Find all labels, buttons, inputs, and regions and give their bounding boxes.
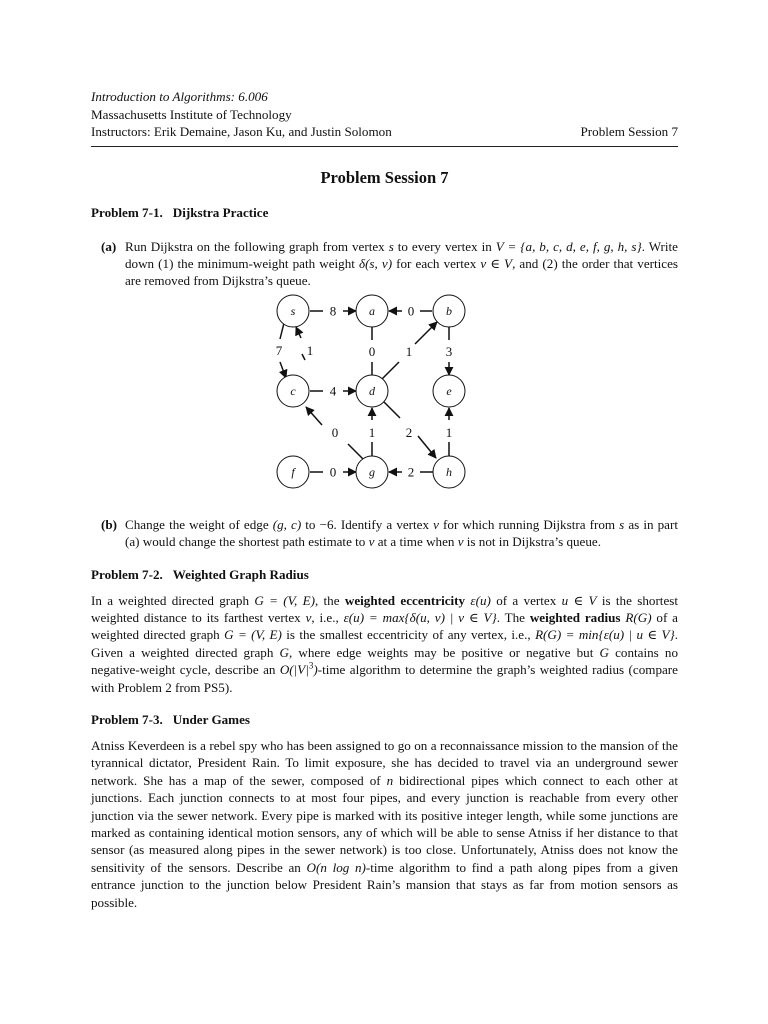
problem-1a — [91, 238, 678, 290]
weight-s-c: 7 — [276, 342, 283, 358]
instructors: Instructors: Erik Demaine, Jason Ku, and Justin Solomon — [91, 124, 392, 139]
edge-s-c-seg1 — [280, 323, 284, 339]
edge-s-c-seg2 — [280, 362, 286, 378]
math: (g, c) — [272, 516, 302, 532]
math: O(n log n) — [306, 859, 366, 875]
math: ε(u) — [465, 592, 491, 608]
edge-c-s-seg2 — [296, 327, 301, 338]
weight-h-e: 1 — [445, 424, 453, 440]
term: weighted eccentricity — [344, 592, 466, 608]
problem-2-number: Problem 7-2. — [91, 566, 163, 582]
text: of a vertex — [490, 592, 562, 608]
weight-s-a: 8 — [329, 303, 337, 319]
text: , i.e., — [311, 609, 344, 625]
math: ) — [313, 662, 318, 678]
math: v — [433, 516, 439, 532]
text: In a weighted directed graph — [91, 592, 255, 608]
math: V = {a, b, c, d, e, f, g, h, s} — [495, 238, 642, 254]
node-a-label: a — [369, 303, 375, 318]
math: G = (V, E) — [254, 592, 315, 608]
math: v — [368, 534, 375, 550]
header-rule — [91, 146, 678, 147]
math: R(G) = min{ε(u) | u ∈ V} — [535, 627, 675, 643]
part-a-label: (a) — [101, 238, 117, 254]
text: Change the weight of edge — [125, 516, 273, 532]
dijkstra-graph — [276, 294, 496, 494]
math: s — [619, 516, 625, 532]
weight-d-h: 2 — [405, 424, 413, 440]
text: for which running Dijkstra from — [438, 516, 620, 532]
problem-3-heading — [91, 711, 678, 729]
course-title: Introduction to Algorithms: 6.006 — [91, 89, 268, 104]
problem-3-body — [91, 737, 678, 911]
graph-figure — [91, 294, 678, 502]
math: O(|V| — [279, 662, 309, 678]
math: v — [457, 534, 464, 550]
problem-1-number: Problem 7-1. — [91, 204, 163, 220]
math: ε(u) = max{δ(u, v) | v ∈ V} — [343, 609, 497, 625]
text: at a time when — [374, 534, 458, 550]
node-g-label: g — [369, 464, 375, 479]
text: . Given a weighted directed graph — [91, 627, 679, 660]
math: s — [388, 238, 394, 254]
node-c-label: c — [290, 383, 296, 398]
text: -time algorithm to determine the graph’s weighted radius (compare with Problem 2 from PS5). — [91, 662, 678, 695]
math: δ(s, v) — [358, 255, 393, 271]
problem-1-heading — [91, 204, 678, 222]
text: is the shortest weighted distance to its farthest vertex — [91, 592, 678, 625]
text: for each vertex — [392, 255, 481, 271]
text: , where edge weights may be positive or negative but — [288, 644, 600, 660]
text: is not in Dijkstra’s queue. — [463, 534, 601, 550]
problem-2-name: Weighted Graph Radius — [172, 566, 309, 582]
header-row — [91, 123, 678, 141]
text: to — [301, 516, 320, 532]
math: v — [305, 609, 312, 625]
math-superscript: 3 — [308, 660, 314, 671]
text: is the smallest eccentricity of any vertex, i.e., — [281, 627, 536, 643]
text: Run Dijkstra on the following graph from vertex — [125, 238, 389, 254]
edge-d-b-seg1 — [382, 362, 399, 379]
math: G — [279, 644, 289, 660]
page-title: Problem Session 7 — [320, 167, 449, 187]
problem-3-name: Under Games — [172, 711, 250, 727]
text: . Identify a vertex — [333, 516, 434, 532]
node-e-label: e — [446, 383, 452, 398]
weight-d-a: 0 — [368, 343, 376, 359]
weight-c-d: 4 — [329, 383, 337, 399]
term: weighted radius — [529, 609, 621, 625]
text: of a weighted directed graph — [91, 609, 678, 643]
problem-3-number: Problem 7-3. — [91, 711, 163, 727]
math: v ∈ V — [480, 255, 513, 271]
node-d-label: d — [369, 383, 375, 398]
math: −6 — [319, 516, 334, 532]
edge-c-s-seg1 — [302, 354, 305, 360]
problem-1-name: Dijkstra Practice — [172, 204, 269, 220]
edge-g-c-seg2 — [306, 407, 322, 425]
node-f-label: f — [291, 464, 295, 479]
text: bidirectional pipes which connect to each other at junctions. Each junction connects to at most four pipes, and every junction is reachable from every other junction via the sewer network. Every pipe is marked with its positive integer length, while some junctions are marked as containing identical motion sensors, any of which will be able to sense Atniss if her distance to that sensor (as measured along pipes in the sewer network) is too close. Unfortunately, Atniss does not know the sensitivity of the sensors. Describe an — [91, 772, 678, 875]
weight-f-g: 0 — [329, 464, 337, 480]
text: . The — [496, 609, 530, 625]
text: , and (2) the order that vertices are removed from Dijkstra’s queue. — [125, 255, 678, 289]
text: to every vertex in — [393, 238, 496, 254]
text: as in part (a) would change the shortest path estimate to — [125, 516, 678, 550]
math: u ∈ V — [561, 592, 597, 608]
math: G — [599, 644, 609, 660]
weight-c-s: 1 — [306, 342, 314, 358]
problem-2-heading — [91, 566, 678, 584]
weight-g-c: 0 — [331, 424, 339, 440]
weight-g-d: 1 — [368, 424, 376, 440]
edge-g-c-seg1 — [348, 444, 363, 459]
problem-2-body — [91, 592, 678, 696]
text: . Write down (1) the minimum-weight path weight — [125, 238, 678, 271]
node-b-label: b — [446, 303, 452, 318]
text: Atniss Keverdeen is a rebel spy who has been assigned to go on a reconnaissance mission to the mansion of the tyrannical dictator, President Rain. To limit exposure, she has decided to travel via an underground sewer network. She has a map of the sewer, composed of — [91, 737, 678, 788]
text: , the — [314, 592, 345, 608]
weight-h-g: 2 — [407, 464, 415, 480]
node-h-label: h — [446, 464, 452, 479]
math: n — [386, 772, 394, 788]
weight-d-b: 1 — [405, 343, 413, 359]
math: G = (V, E) — [224, 627, 282, 643]
session-label: Problem Session 7 — [580, 124, 678, 139]
weight-b-e: 3 — [445, 343, 453, 359]
institution: Massachusetts Institute of Technology — [91, 106, 292, 122]
problem-1b — [91, 516, 678, 551]
edge-d-b-seg2 — [415, 322, 437, 344]
edge-d-h-seg1 — [384, 402, 400, 418]
text: contains no negative-weight cycle, describe an — [91, 644, 678, 678]
part-b-label: (b) — [101, 516, 118, 532]
document-page — [91, 88, 678, 911]
weight-b-a: 0 — [407, 303, 415, 319]
math: R(G) — [620, 609, 652, 625]
node-s-label: s — [290, 303, 296, 318]
edge-d-h-seg2 — [418, 436, 436, 458]
text: -time algorithm to find a path along pipes from a given entrance junction to the junction below President Rain’s mansion that stays as far from motion sensors as possible. — [91, 859, 678, 910]
